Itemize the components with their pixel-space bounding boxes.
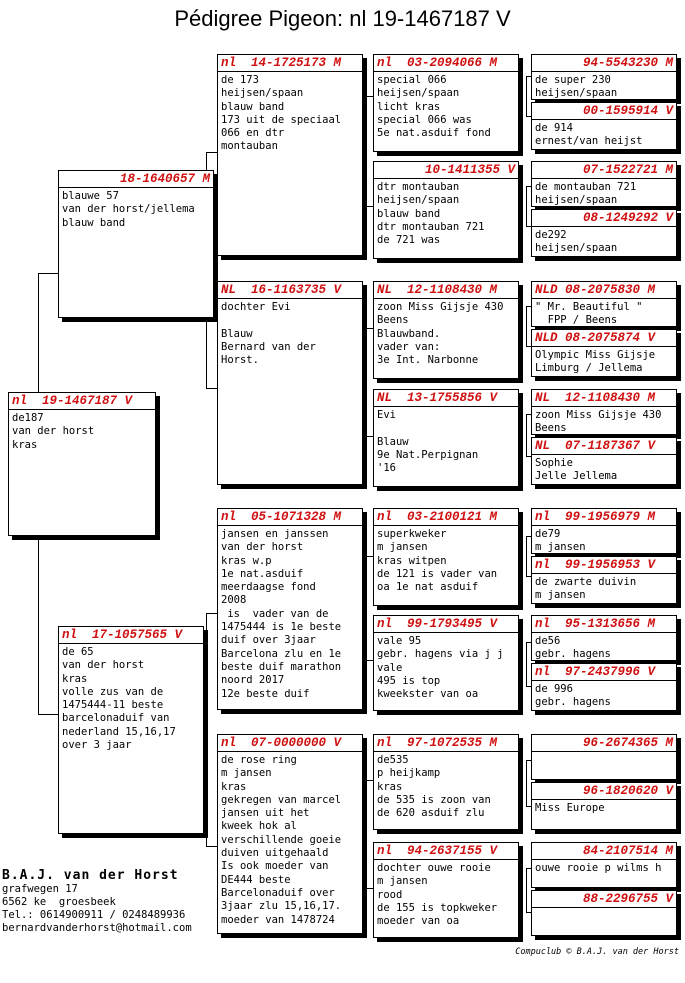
pigeon-notes: de super 230 heijsen/spaan bbox=[535, 74, 618, 100]
connector-line bbox=[526, 76, 527, 116]
pigeon-card-father[interactable] bbox=[58, 170, 214, 318]
pigeon-card-gen3[interactable] bbox=[373, 615, 519, 711]
pigeon-card-gen2[interactable] bbox=[217, 508, 363, 710]
pigeon-notes: de79 m jansen bbox=[535, 528, 586, 554]
pigeon-card-gen3[interactable] bbox=[373, 54, 519, 152]
page-title: Pédigree Pigeon: nl 19-1467187 V bbox=[174, 6, 511, 31]
pigeon-notes: de 996 gebr. hagens bbox=[535, 683, 611, 709]
country-code: nl bbox=[377, 56, 393, 70]
ring-number: 14-1725173 M bbox=[251, 56, 342, 70]
pigeon-notes: special 066 heijsen/spaan licht kras special 066 was 5e nat.asduif fond bbox=[377, 74, 491, 140]
pigeon-notes: de292 heijsen/spaan bbox=[535, 229, 618, 255]
pigeon-card-gen4[interactable] bbox=[531, 734, 677, 780]
pigeon-card-gen4[interactable] bbox=[531, 54, 677, 100]
connector-line bbox=[366, 780, 367, 888]
country-code: nl bbox=[535, 617, 551, 631]
country-code: nl bbox=[377, 736, 393, 750]
pigeon-notes: Evi Blauw 9e Nat.Perpignan '16 bbox=[377, 409, 479, 475]
pigeon-card-gen3[interactable] bbox=[373, 389, 519, 487]
pigeon-notes bbox=[532, 752, 676, 756]
ring-number: 97-2437996 V bbox=[565, 665, 656, 679]
connector-line bbox=[526, 306, 527, 346]
pigeon-card-gen4[interactable] bbox=[531, 508, 677, 554]
pigeon-notes: zoon Miss Gijsje 430 Beens Blauwband. vader van: 3e Int. Narbonne bbox=[377, 301, 504, 367]
pigeon-card-gen4[interactable] bbox=[531, 281, 677, 327]
country-code: NLD bbox=[535, 331, 558, 345]
pigeon-card-gen3[interactable] bbox=[373, 161, 519, 259]
connector-line bbox=[366, 328, 367, 436]
ring-number: 08-2075874 V bbox=[565, 331, 656, 345]
pigeon-notes: superkweker m jansen kras witpen de 121 is vader van oa 1e nat asduif bbox=[377, 528, 498, 594]
pigeon-notes: blauwe 57 van der horst/jellema blauw band bbox=[62, 190, 195, 229]
country-code: nl bbox=[377, 510, 393, 524]
owner-info bbox=[2, 868, 192, 935]
ring-number: 08-1249292 V bbox=[582, 211, 673, 225]
country-code: nl bbox=[221, 736, 237, 750]
footer-credit: Compuclub © B.A.J. van der Horst bbox=[515, 947, 679, 957]
connector-line bbox=[366, 96, 367, 206]
pigeon-notes bbox=[532, 908, 676, 912]
pigeon-card-gen4[interactable] bbox=[531, 663, 677, 711]
connector-line bbox=[366, 556, 367, 660]
pigeon-card-gen4[interactable] bbox=[531, 556, 677, 604]
ring-number: 96-2674365 M bbox=[582, 736, 673, 750]
connector-line bbox=[206, 613, 207, 846]
pigeon-card-gen2[interactable] bbox=[217, 54, 363, 256]
pigeon-card-gen4[interactable] bbox=[531, 329, 677, 377]
pigeon-notes: Miss Europe bbox=[535, 802, 605, 814]
ring-number: 07-0000000 V bbox=[251, 736, 342, 750]
pigeon-card-gen3[interactable] bbox=[373, 734, 519, 830]
pigeon-card-gen3[interactable] bbox=[373, 281, 519, 379]
pigeon-notes: Olympic Miss Gijsje Limburg / Jellema bbox=[535, 349, 656, 375]
ring-number: 07-1522721 M bbox=[582, 163, 673, 177]
pigeon-notes: de187 van der horst kras bbox=[12, 412, 95, 451]
connector-line bbox=[526, 414, 527, 456]
ring-number: 12-1108430 M bbox=[407, 283, 498, 297]
ring-number: 17-1057565 V bbox=[92, 628, 183, 642]
pigeon-card-gen4[interactable] bbox=[531, 890, 677, 936]
connector-line bbox=[38, 534, 39, 714]
connector-line bbox=[38, 714, 60, 715]
ring-number: 84-2107514 M bbox=[582, 844, 673, 858]
pigeon-notes: vale 95 gebr. hagens via j j vale 495 is top kweekster van oa bbox=[377, 635, 504, 701]
ring-number: 96-1820620 V bbox=[582, 784, 673, 798]
ring-number: 00-1595914 V bbox=[582, 104, 673, 118]
ring-number: 16-1163735 V bbox=[251, 283, 342, 297]
ring-number: 88-2296755 V bbox=[582, 892, 673, 906]
pigeon-notes: de535 p heijkamp kras de 535 is zoon van de 620 asduif zlu bbox=[377, 754, 491, 820]
pigeon-card-gen3[interactable] bbox=[373, 842, 519, 938]
pigeon-notes: dtr montauban heijsen/spaan blauw band dtr montauban 721 de 721 was bbox=[377, 181, 485, 247]
pigeon-notes: dochter Evi Blauw Bernard van der Horst. bbox=[221, 301, 316, 367]
ring-number: 03-2100121 M bbox=[407, 510, 498, 524]
pigeon-card-subject[interactable] bbox=[8, 392, 156, 536]
country-code: NL bbox=[377, 283, 393, 297]
pigeon-notes: jansen en janssen van der horst kras w.p 1e nat.asduif meerdaagse fond 2008 is vader van de 1475444 is 1e beste duif over 3jaar Barcelona zlu en 1e beste duif marathon noord 2017 12e beste duif bbox=[221, 528, 342, 700]
pigeon-card-gen2[interactable] bbox=[217, 734, 363, 934]
pigeon-notes: de montauban 721 heijsen/spaan bbox=[535, 181, 637, 207]
country-code: nl bbox=[535, 558, 551, 572]
country-code: nl bbox=[535, 665, 551, 679]
ring-number: 97-1072535 M bbox=[407, 736, 498, 750]
country-code: nl bbox=[12, 394, 28, 408]
pigeon-notes: dochter ouwe rooie m jansen rood de 155 is topkweker moeder van oa bbox=[377, 862, 498, 928]
country-code: NL bbox=[221, 283, 237, 297]
country-code: NL bbox=[377, 391, 393, 405]
connector-line bbox=[526, 536, 527, 576]
pigeon-notes: de rose ring m jansen kras gekregen van marcel jansen uit het kweek hok al verschillende goeie duiven uitgehaald Is ook moeder van DE444 beste Barcelonaduif over 3jaar zlu 15,16,17. moeder van 1478724 bbox=[221, 754, 342, 926]
pigeon-notes: de zwarte duivin m jansen bbox=[535, 576, 637, 602]
connector-line bbox=[526, 760, 527, 806]
ring-number: 99-1956979 M bbox=[565, 510, 656, 524]
pigeon-card-gen4[interactable] bbox=[531, 615, 677, 661]
ring-number: 94-5543230 M bbox=[582, 56, 673, 70]
pigeon-notes: ouwe rooie p wilms h bbox=[535, 862, 662, 874]
owner-name: B.A.J. van der Horst bbox=[2, 868, 179, 883]
ring-number: 07-1187367 V bbox=[565, 439, 656, 453]
pigeon-card-gen4[interactable] bbox=[531, 437, 677, 485]
ring-number: 10-1411355 V bbox=[424, 163, 515, 177]
ring-number: 05-1071328 M bbox=[251, 510, 342, 524]
pigeon-notes: zoon Miss Gijsje 430 Beens bbox=[535, 409, 662, 435]
pigeon-notes: de56 gebr. hagens bbox=[535, 635, 611, 661]
owner-address: grafwegen 17 6562 ke groesbeek Tel.: 0614900911 / 0248489936 bernardvanderhorst@hotmail.com bbox=[2, 883, 192, 934]
pigeon-card-gen4[interactable] bbox=[531, 102, 677, 150]
ring-number: 95-1313656 M bbox=[565, 617, 656, 631]
connector-line bbox=[38, 273, 39, 395]
pigeon-card-mother[interactable] bbox=[58, 626, 204, 834]
pigeon-notes: " Mr. Beautiful " FPP / Beens bbox=[535, 301, 643, 327]
pigeon-card-gen4[interactable] bbox=[531, 842, 677, 888]
pigeon-card-gen4[interactable] bbox=[531, 389, 677, 435]
pigeon-notes: de 65 van der horst kras volle zus van de 1475444-11 beste barcelonaduif van nederland 15,16,17 over 3 jaar bbox=[62, 646, 176, 752]
country-code: nl bbox=[221, 510, 237, 524]
connector-line bbox=[526, 868, 527, 912]
connector-line bbox=[38, 273, 60, 274]
ring-number: 13-1755856 V bbox=[407, 391, 498, 405]
country-code: nl bbox=[377, 617, 393, 631]
pigeon-notes: de 173 heijsen/spaan blauw band 173 uit de speciaal 066 en dtr montauban bbox=[221, 74, 342, 153]
ring-number: 12-1108430 M bbox=[565, 391, 656, 405]
connector-line bbox=[526, 186, 527, 226]
pigeon-card-gen2[interactable] bbox=[217, 281, 363, 485]
pigeon-notes: de 914 ernest/van heijst bbox=[535, 122, 643, 148]
country-code: nl bbox=[62, 628, 78, 642]
pigeon-card-gen4[interactable] bbox=[531, 209, 677, 257]
country-code: nl bbox=[377, 844, 393, 858]
ring-number: 19-1467187 V bbox=[42, 394, 133, 408]
ring-number: 94-2637155 V bbox=[407, 844, 498, 858]
ring-number: 18-1640657 M bbox=[119, 172, 210, 186]
connector-line bbox=[526, 642, 527, 686]
country-code: NLD bbox=[535, 283, 558, 297]
ring-number: 08-2075830 M bbox=[565, 283, 656, 297]
pigeon-card-gen4[interactable] bbox=[531, 161, 677, 207]
country-code: NL bbox=[535, 391, 551, 405]
country-code: nl bbox=[535, 510, 551, 524]
country-code: nl bbox=[221, 56, 237, 70]
pigeon-card-gen4[interactable] bbox=[531, 782, 677, 830]
ring-number: 99-1793495 V bbox=[407, 617, 498, 631]
country-code: NL bbox=[535, 439, 551, 453]
pigeon-card-gen3[interactable] bbox=[373, 508, 519, 606]
ring-number: 99-1956953 V bbox=[565, 558, 656, 572]
ring-number: 03-2094066 M bbox=[407, 56, 498, 70]
pigeon-notes: Sophie Jelle Jellema bbox=[535, 457, 618, 483]
